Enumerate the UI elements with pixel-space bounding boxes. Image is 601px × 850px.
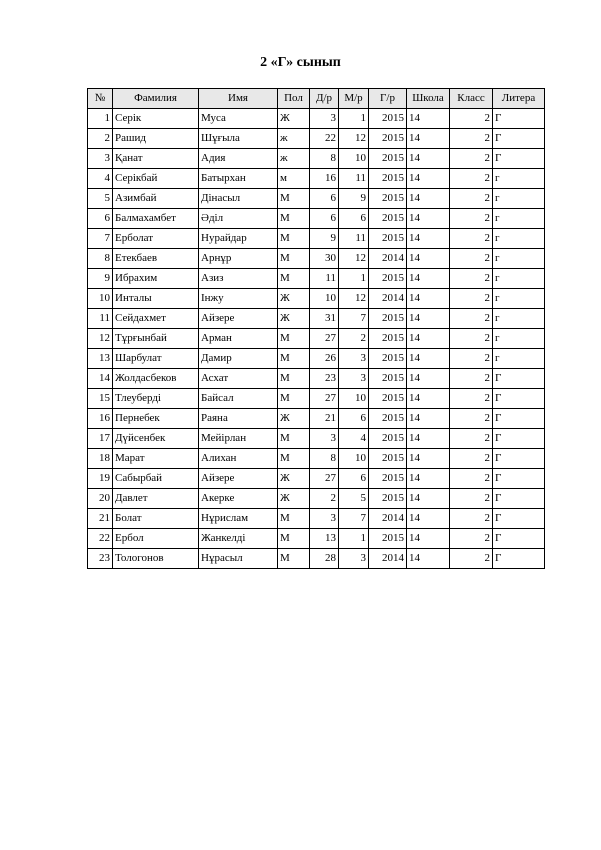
table-row	[88, 309, 545, 329]
cell-col-class: 2	[450, 489, 493, 509]
cell-col-birth-day: 8	[310, 149, 339, 169]
cell-col-school: 14	[407, 169, 450, 189]
cell-col-school: 14	[407, 369, 450, 389]
header-col-number: №	[88, 89, 113, 109]
cell-col-gender: М	[278, 189, 310, 209]
table-body	[88, 109, 545, 569]
cell-col-number: 17	[88, 429, 113, 449]
table-row	[88, 209, 545, 229]
cell-col-birth-year: 2015	[369, 189, 407, 209]
cell-col-class: 2	[450, 309, 493, 329]
cell-col-birth-year: 2015	[369, 169, 407, 189]
cell-col-letter: г	[493, 329, 545, 349]
cell-col-birth-month: 6	[339, 469, 369, 489]
cell-col-gender: М	[278, 509, 310, 529]
cell-col-school: 14	[407, 469, 450, 489]
table-row	[88, 149, 545, 169]
table-row	[88, 169, 545, 189]
cell-col-name: Нұрислам	[199, 509, 278, 529]
cell-col-surname: Ербол	[113, 529, 199, 549]
cell-col-birth-day: 28	[310, 549, 339, 569]
cell-col-gender: ж	[278, 149, 310, 169]
cell-col-number: 18	[88, 449, 113, 469]
cell-col-gender: м	[278, 169, 310, 189]
cell-col-number: 4	[88, 169, 113, 189]
cell-col-surname: Серікбай	[113, 169, 199, 189]
cell-col-class: 2	[450, 269, 493, 289]
cell-col-birth-month: 3	[339, 549, 369, 569]
cell-col-surname: Сабырбай	[113, 469, 199, 489]
class-roster-table	[87, 88, 545, 569]
header-col-gender: Пол	[278, 89, 310, 109]
table-row	[88, 229, 545, 249]
cell-col-number: 2	[88, 129, 113, 149]
cell-col-name: Жанкелді	[199, 529, 278, 549]
cell-col-school: 14	[407, 529, 450, 549]
cell-col-birth-year: 2015	[369, 109, 407, 129]
header-col-name: Имя	[199, 89, 278, 109]
header-col-school: Школа	[407, 89, 450, 109]
cell-col-birth-year: 2015	[369, 389, 407, 409]
table-row	[88, 529, 545, 549]
cell-col-birth-month: 9	[339, 189, 369, 209]
cell-col-letter: Г	[493, 549, 545, 569]
table-row	[88, 189, 545, 209]
cell-col-surname: Рашид	[113, 129, 199, 149]
cell-col-surname: Тұрғынбай	[113, 329, 199, 349]
cell-col-birth-day: 27	[310, 389, 339, 409]
cell-col-surname: Марат	[113, 449, 199, 469]
header-col-birth-month: М/р	[339, 89, 369, 109]
cell-col-number: 19	[88, 469, 113, 489]
cell-col-class: 2	[450, 549, 493, 569]
cell-col-birth-year: 2015	[369, 469, 407, 489]
table-row	[88, 329, 545, 349]
cell-col-birth-day: 16	[310, 169, 339, 189]
cell-col-school: 14	[407, 449, 450, 469]
header-col-birth-day: Д/р	[310, 89, 339, 109]
cell-col-letter: Г	[493, 529, 545, 549]
cell-col-class: 2	[450, 169, 493, 189]
cell-col-name: Асхат	[199, 369, 278, 389]
cell-col-letter: Г	[493, 409, 545, 429]
table-row	[88, 429, 545, 449]
cell-col-birth-day: 9	[310, 229, 339, 249]
cell-col-birth-year: 2015	[369, 269, 407, 289]
cell-col-number: 6	[88, 209, 113, 229]
cell-col-number: 5	[88, 189, 113, 209]
cell-col-number: 1	[88, 109, 113, 129]
cell-col-birth-year: 2015	[369, 309, 407, 329]
cell-col-gender: Ж	[278, 409, 310, 429]
cell-col-birth-month: 12	[339, 249, 369, 269]
cell-col-name: Нұрасыл	[199, 549, 278, 569]
cell-col-number: 13	[88, 349, 113, 369]
cell-col-name: Раяна	[199, 409, 278, 429]
cell-col-birth-year: 2015	[369, 429, 407, 449]
cell-col-gender: Ж	[278, 489, 310, 509]
cell-col-letter: г	[493, 349, 545, 369]
cell-col-gender: М	[278, 449, 310, 469]
cell-col-letter: Г	[493, 509, 545, 529]
table-row	[88, 509, 545, 529]
cell-col-birth-day: 3	[310, 509, 339, 529]
cell-col-birth-day: 10	[310, 289, 339, 309]
cell-col-surname: Инталы	[113, 289, 199, 309]
cell-col-name: Әділ	[199, 209, 278, 229]
cell-col-birth-day: 23	[310, 369, 339, 389]
cell-col-birth-month: 5	[339, 489, 369, 509]
cell-col-school: 14	[407, 489, 450, 509]
table-row	[88, 449, 545, 469]
cell-col-surname: Жолдасбеков	[113, 369, 199, 389]
cell-col-birth-day: 22	[310, 129, 339, 149]
cell-col-birth-day: 2	[310, 489, 339, 509]
cell-col-name: Шұғыла	[199, 129, 278, 149]
header-col-letter: Литера	[493, 89, 545, 109]
cell-col-letter: г	[493, 289, 545, 309]
cell-col-number: 7	[88, 229, 113, 249]
cell-col-name: Азиз	[199, 269, 278, 289]
cell-col-number: 11	[88, 309, 113, 329]
cell-col-birth-month: 11	[339, 169, 369, 189]
cell-col-surname: Балмахамбет	[113, 209, 199, 229]
cell-col-class: 2	[450, 209, 493, 229]
cell-col-birth-day: 30	[310, 249, 339, 269]
cell-col-number: 10	[88, 289, 113, 309]
cell-col-gender: М	[278, 429, 310, 449]
table-row	[88, 249, 545, 269]
cell-col-surname: Болат	[113, 509, 199, 529]
cell-col-birth-day: 26	[310, 349, 339, 369]
cell-col-letter: Г	[493, 109, 545, 129]
cell-col-gender: Ж	[278, 469, 310, 489]
cell-col-name: Акерке	[199, 489, 278, 509]
cell-col-birth-month: 10	[339, 449, 369, 469]
cell-col-gender: Ж	[278, 309, 310, 329]
cell-col-letter: г	[493, 209, 545, 229]
cell-col-gender: М	[278, 329, 310, 349]
cell-col-number: 21	[88, 509, 113, 529]
cell-col-gender: Ж	[278, 289, 310, 309]
cell-col-letter: Г	[493, 449, 545, 469]
cell-col-birth-month: 11	[339, 229, 369, 249]
cell-col-name: Муса	[199, 109, 278, 129]
cell-col-school: 14	[407, 289, 450, 309]
cell-col-gender: М	[278, 209, 310, 229]
cell-col-birth-day: 6	[310, 209, 339, 229]
header-col-birth-year: Г/р	[369, 89, 407, 109]
cell-col-surname: Ерболат	[113, 229, 199, 249]
cell-col-letter: г	[493, 229, 545, 249]
cell-col-letter: Г	[493, 389, 545, 409]
cell-col-class: 2	[450, 389, 493, 409]
cell-col-gender: М	[278, 269, 310, 289]
cell-col-class: 2	[450, 189, 493, 209]
cell-col-gender: М	[278, 369, 310, 389]
cell-col-number: 14	[88, 369, 113, 389]
cell-col-class: 2	[450, 349, 493, 369]
cell-col-class: 2	[450, 249, 493, 269]
cell-col-number: 20	[88, 489, 113, 509]
cell-col-letter: Г	[493, 129, 545, 149]
cell-col-name: Дінасыл	[199, 189, 278, 209]
cell-col-school: 14	[407, 409, 450, 429]
table-row	[88, 549, 545, 569]
table-row	[88, 269, 545, 289]
cell-col-class: 2	[450, 509, 493, 529]
cell-col-birth-month: 3	[339, 369, 369, 389]
cell-col-name: Арман	[199, 329, 278, 349]
table-row	[88, 469, 545, 489]
cell-col-birth-year: 2015	[369, 489, 407, 509]
cell-col-class: 2	[450, 229, 493, 249]
cell-col-name: Алихан	[199, 449, 278, 469]
cell-col-class: 2	[450, 289, 493, 309]
header-col-surname: Фамилия	[113, 89, 199, 109]
cell-col-birth-month: 1	[339, 529, 369, 549]
cell-col-school: 14	[407, 549, 450, 569]
cell-col-class: 2	[450, 369, 493, 389]
cell-col-birth-day: 11	[310, 269, 339, 289]
cell-col-school: 14	[407, 109, 450, 129]
cell-col-surname: Серік	[113, 109, 199, 129]
cell-col-birth-month: 6	[339, 409, 369, 429]
cell-col-birth-month: 7	[339, 309, 369, 329]
cell-col-class: 2	[450, 449, 493, 469]
cell-col-surname: Шарбулат	[113, 349, 199, 369]
cell-col-letter: г	[493, 169, 545, 189]
cell-col-birth-year: 2015	[369, 349, 407, 369]
cell-col-birth-day: 27	[310, 329, 339, 349]
cell-col-birth-month: 4	[339, 429, 369, 449]
cell-col-birth-month: 1	[339, 109, 369, 129]
table-row	[88, 129, 545, 149]
table-row	[88, 409, 545, 429]
table-row	[88, 349, 545, 369]
cell-col-birth-year: 2015	[369, 129, 407, 149]
cell-col-number: 16	[88, 409, 113, 429]
cell-col-birth-year: 2015	[369, 229, 407, 249]
cell-col-school: 14	[407, 429, 450, 449]
cell-col-birth-year: 2014	[369, 249, 407, 269]
cell-col-birth-year: 2015	[369, 369, 407, 389]
cell-col-gender: ж	[278, 129, 310, 149]
cell-col-birth-month: 1	[339, 269, 369, 289]
cell-col-surname: Қанат	[113, 149, 199, 169]
cell-col-name: Айзере	[199, 469, 278, 489]
cell-col-surname: Сейдахмет	[113, 309, 199, 329]
header-col-class: Класс	[450, 89, 493, 109]
cell-col-school: 14	[407, 349, 450, 369]
cell-col-school: 14	[407, 509, 450, 529]
cell-col-name: Байсал	[199, 389, 278, 409]
cell-col-surname: Етекбаев	[113, 249, 199, 269]
cell-col-class: 2	[450, 149, 493, 169]
cell-col-name: Адия	[199, 149, 278, 169]
cell-col-number: 8	[88, 249, 113, 269]
cell-col-birth-month: 6	[339, 209, 369, 229]
cell-col-gender: М	[278, 529, 310, 549]
cell-col-class: 2	[450, 469, 493, 489]
cell-col-school: 14	[407, 149, 450, 169]
cell-col-surname: Тлеуберді	[113, 389, 199, 409]
cell-col-birth-month: 10	[339, 149, 369, 169]
table-row	[88, 109, 545, 129]
cell-col-gender: Ж	[278, 109, 310, 129]
cell-col-birth-year: 2015	[369, 529, 407, 549]
cell-col-birth-year: 2015	[369, 149, 407, 169]
cell-col-gender: М	[278, 349, 310, 369]
cell-col-school: 14	[407, 129, 450, 149]
cell-col-number: 12	[88, 329, 113, 349]
cell-col-birth-day: 27	[310, 469, 339, 489]
cell-col-name: Айзере	[199, 309, 278, 329]
cell-col-name: Мейірлан	[199, 429, 278, 449]
cell-col-birth-year: 2014	[369, 289, 407, 309]
cell-col-number: 3	[88, 149, 113, 169]
cell-col-birth-month: 10	[339, 389, 369, 409]
cell-col-school: 14	[407, 329, 450, 349]
cell-col-class: 2	[450, 409, 493, 429]
cell-col-surname: Азимбай	[113, 189, 199, 209]
cell-col-gender: М	[278, 229, 310, 249]
cell-col-school: 14	[407, 249, 450, 269]
cell-col-name: Нурайдар	[199, 229, 278, 249]
cell-col-birth-month: 12	[339, 129, 369, 149]
cell-col-name: Інжу	[199, 289, 278, 309]
cell-col-number: 22	[88, 529, 113, 549]
cell-col-letter: г	[493, 269, 545, 289]
cell-col-birth-year: 2015	[369, 409, 407, 429]
cell-col-birth-month: 12	[339, 289, 369, 309]
cell-col-surname: Тологонов	[113, 549, 199, 569]
cell-col-school: 14	[407, 209, 450, 229]
table-header-row	[88, 89, 545, 109]
cell-col-birth-day: 6	[310, 189, 339, 209]
cell-col-birth-day: 8	[310, 449, 339, 469]
cell-col-class: 2	[450, 529, 493, 549]
cell-col-school: 14	[407, 189, 450, 209]
cell-col-birth-day: 3	[310, 109, 339, 129]
cell-col-surname: Пернебек	[113, 409, 199, 429]
cell-col-letter: Г	[493, 489, 545, 509]
cell-col-gender: М	[278, 389, 310, 409]
page-title: 2 «Г» сынып	[260, 55, 341, 70]
cell-col-birth-day: 21	[310, 409, 339, 429]
cell-col-letter: Г	[493, 469, 545, 489]
cell-col-number: 15	[88, 389, 113, 409]
cell-col-letter: Г	[493, 369, 545, 389]
cell-col-number: 9	[88, 269, 113, 289]
cell-col-birth-year: 2014	[369, 549, 407, 569]
cell-col-letter: г	[493, 189, 545, 209]
cell-col-letter: Г	[493, 149, 545, 169]
cell-col-letter: Г	[493, 429, 545, 449]
table-row	[88, 489, 545, 509]
cell-col-school: 14	[407, 229, 450, 249]
cell-col-surname: Дүйсенбек	[113, 429, 199, 449]
cell-col-class: 2	[450, 129, 493, 149]
cell-col-name: Арнұр	[199, 249, 278, 269]
cell-col-birth-year: 2014	[369, 509, 407, 529]
table-row	[88, 389, 545, 409]
cell-col-school: 14	[407, 269, 450, 289]
cell-col-class: 2	[450, 329, 493, 349]
cell-col-birth-year: 2015	[369, 209, 407, 229]
table-row	[88, 289, 545, 309]
cell-col-surname: Давлет	[113, 489, 199, 509]
cell-col-class: 2	[450, 429, 493, 449]
cell-col-birth-day: 31	[310, 309, 339, 329]
cell-col-number: 23	[88, 549, 113, 569]
cell-col-birth-day: 13	[310, 529, 339, 549]
cell-col-class: 2	[450, 109, 493, 129]
cell-col-birth-day: 3	[310, 429, 339, 449]
cell-col-birth-month: 2	[339, 329, 369, 349]
cell-col-name: Дамир	[199, 349, 278, 369]
cell-col-birth-year: 2015	[369, 329, 407, 349]
cell-col-letter: г	[493, 309, 545, 329]
table-row	[88, 369, 545, 389]
cell-col-name: Батырхан	[199, 169, 278, 189]
cell-col-letter: г	[493, 249, 545, 269]
cell-col-birth-month: 7	[339, 509, 369, 529]
cell-col-surname: Ибрахим	[113, 269, 199, 289]
cell-col-gender: М	[278, 249, 310, 269]
cell-col-birth-year: 2015	[369, 449, 407, 469]
cell-col-school: 14	[407, 389, 450, 409]
cell-col-birth-month: 3	[339, 349, 369, 369]
cell-col-gender: М	[278, 549, 310, 569]
cell-col-school: 14	[407, 309, 450, 329]
